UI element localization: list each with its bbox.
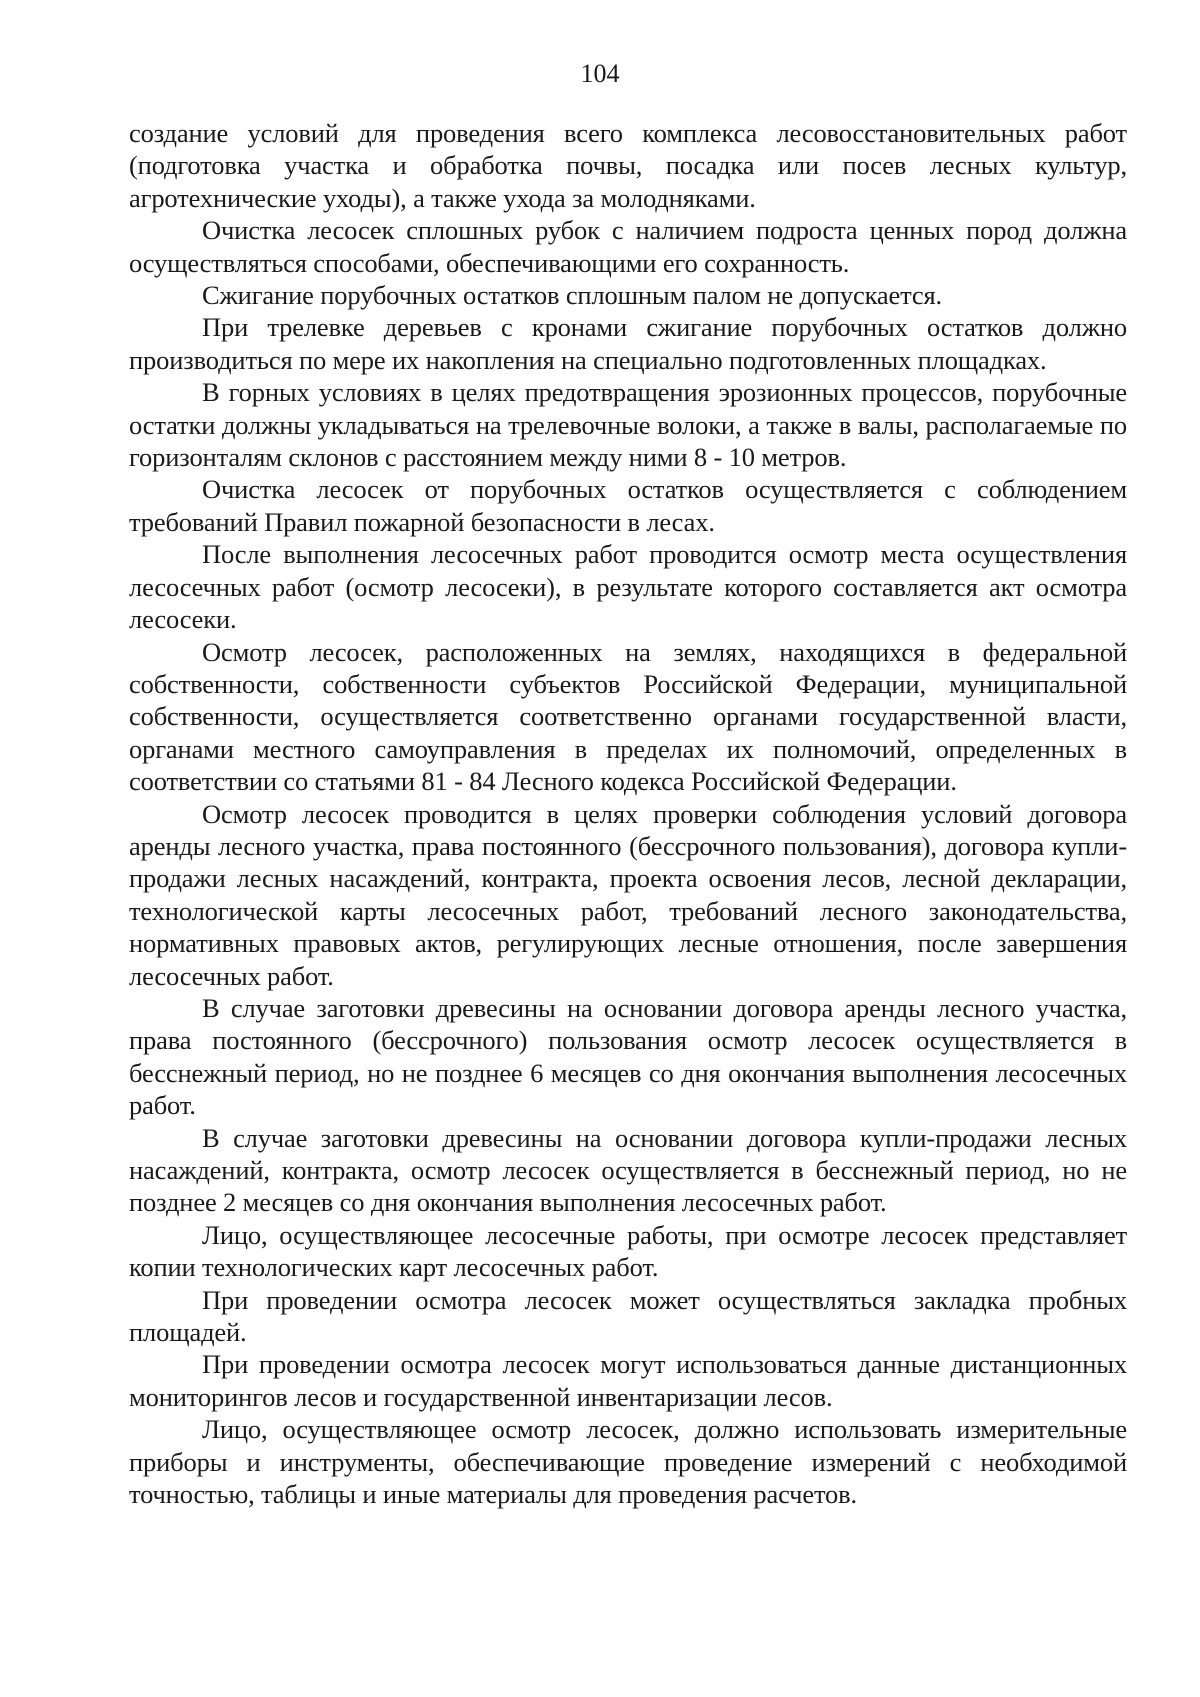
paragraph-continuation: создание условий для проведения всего комплекса лесовосстановительных работ (подготовка участка и обработка почвы, посадка или посев лесных культур, агротехнические уходы), а также ухода за молодняками. xyxy=(129,118,1127,213)
document-body xyxy=(129,117,1127,1510)
paragraph: При проведении осмотра лесосек может осуществляться закладка пробных площадей. xyxy=(129,1284,1127,1348)
page-number: 104 xyxy=(580,59,620,88)
paragraph: Лицо, осуществляющее осмотр лесосек, должно использовать измерительные приборы и инструменты, обеспечивающие проведение измерений с необходимой точностью, таблицы и иные материалы для проведения расчетов. xyxy=(129,1414,1127,1510)
paragraph: Осмотр лесосек проводится в целях проверки соблюдения условий договора аренды лесного участка, права постоянного (бессрочного пользования), договора купли-продажи лесных насаждений, контракта, проекта освоения лесов, лесной декларации, технологической карты лесосечных работ, требований лесного законодательства, нормативных правовых актов, регулирующих лесные отношения, после завершения лесосечных работ. xyxy=(129,798,1127,991)
paragraph: Очистка лесосек сплошных рубок с наличием подроста ценных пород должна осуществляться способами, обеспечивающими его сохранность. xyxy=(129,215,1127,278)
paragraph: Лицо, осуществляющее лесосечные работы, при осмотре лесосек представляет копии технологических карт лесосечных работ. xyxy=(129,1219,1127,1283)
paragraph: Сжигание порубочных остатков сплошным палом не допускается. xyxy=(202,280,943,311)
paragraph: В случае заготовки древесины на основании договора аренды лесного участка, права постоянного (бессрочного) пользования осмотр лесосек осуществляется в бесснежный период, но не позднее 6 месяцев со дня окончания выполнения лесосечных работ. xyxy=(129,992,1127,1121)
paragraph: При трелевке деревьев с кронами сжигание порубочных остатков должно производиться по мере их накопления на специально подготовленных площадках. xyxy=(129,312,1127,375)
paragraph: Осмотр лесосек, расположенных на землях, находящихся в федеральной собственности, собственности субъектов Российской Федерации, муниципальной собственности, осуществляется соответственно органами государственной власти, органами местного самоуправления в пределах их полномочий, определенных в соответствии со статьями 81 - 84 Лесного кодекса Российской Федерации. xyxy=(129,636,1127,797)
paragraph: При проведении осмотра лесосек могут использоваться данные дистанционных мониторингов лесов и государственной инвентаризации лесов. xyxy=(129,1349,1127,1412)
paragraph: В случае заготовки древесины на основании договора купли-продажи лесных насаждений, контракта, осмотр лесосек осуществляется в бесснежный период, но не позднее 2 месяцев со дня окончания выполнения лесосечных работ. xyxy=(129,1122,1127,1218)
paragraph: После выполнения лесосечных работ проводится осмотр места осуществления лесосечных работ (осмотр лесосеки), в результате которого составляется акт осмотра лесосеки. xyxy=(129,539,1127,635)
paragraph: Очистка лесосек от порубочных остатков осуществляется с соблюдением требований Правил пожарной безопасности в лесах. xyxy=(129,474,1127,537)
paragraph: В горных условиях в целях предотвращения эрозионных процессов, порубочные остатки должны укладываться на трелевочные волоки, а также в валы, располагаемые по горизонталям склонов с расстоянием между ними 8 - 10 метров. xyxy=(129,377,1127,473)
